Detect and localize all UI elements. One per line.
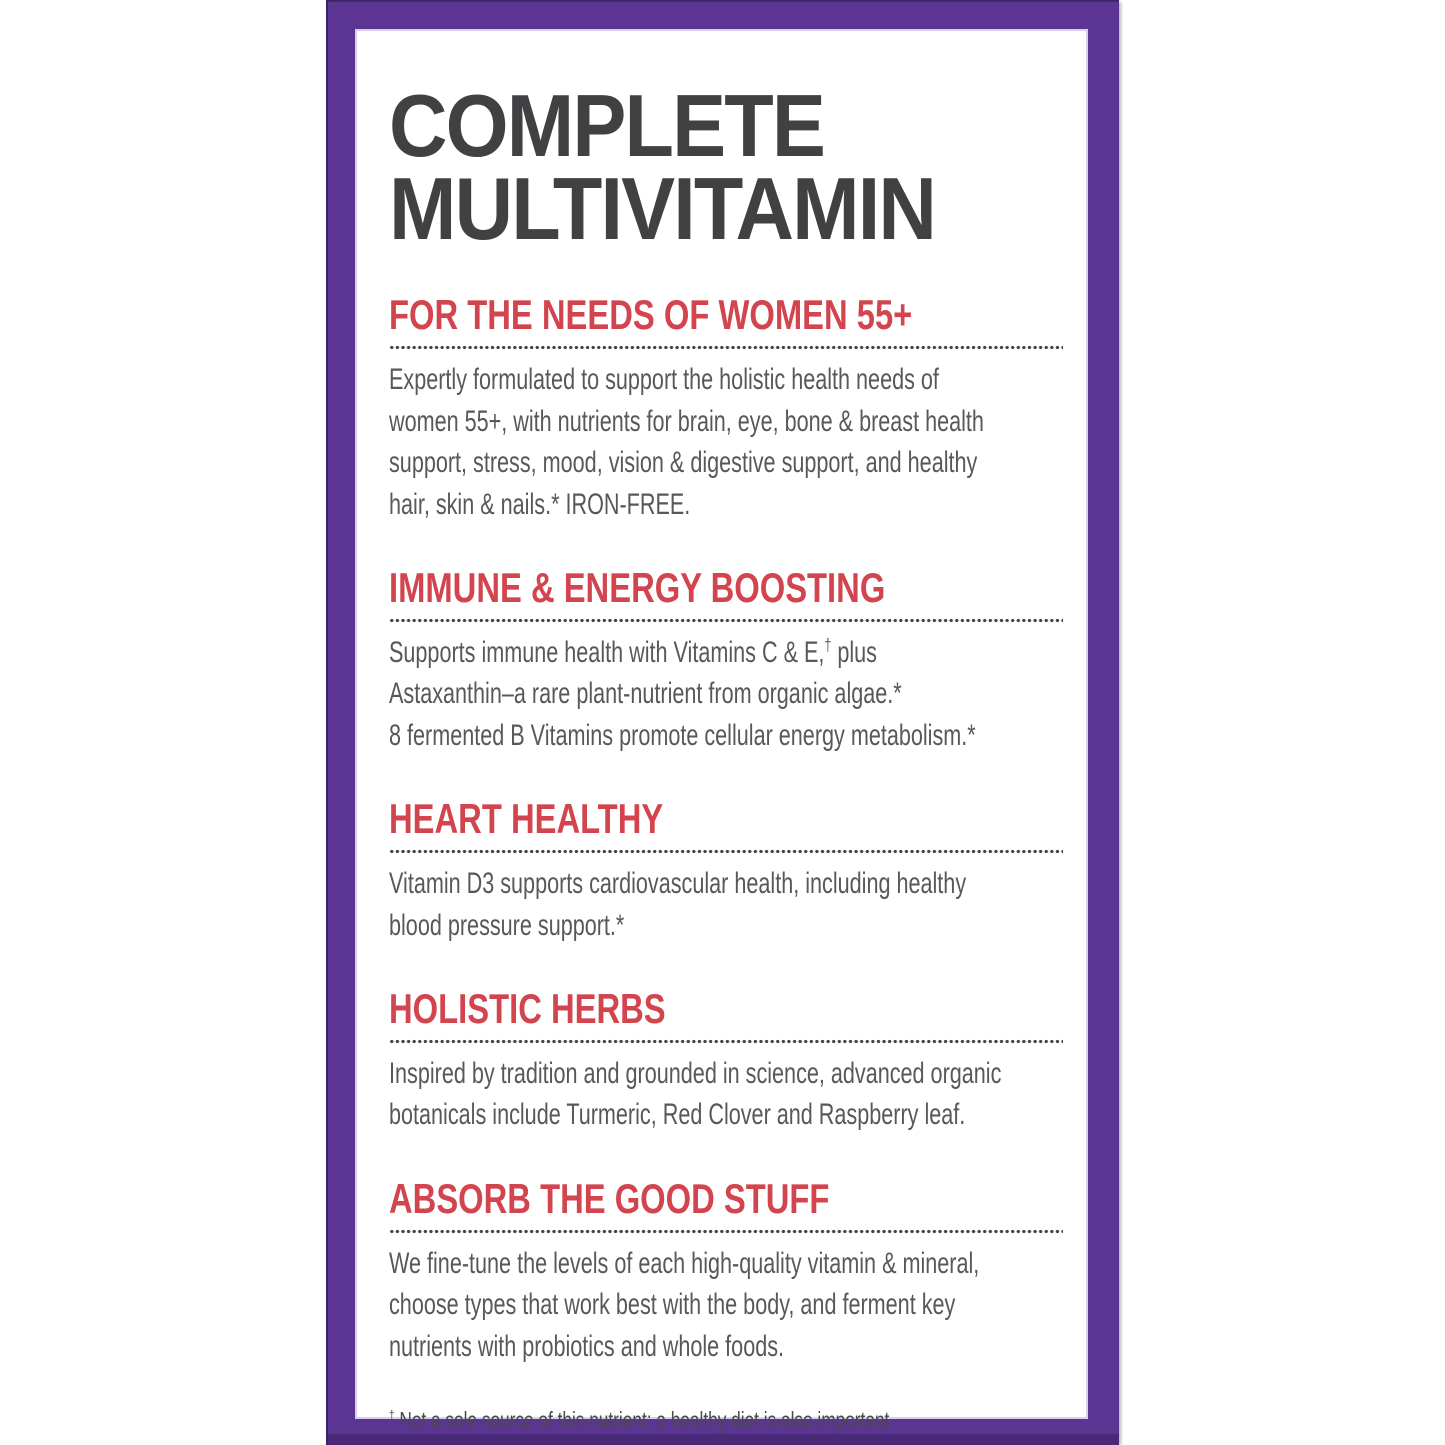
dotted-divider [389,618,1063,623]
section-absorb-good-stuff [389,1174,1066,1367]
section-heading: IMMUNE & ENERGY BOOSTING [389,564,886,611]
section-immune-energy [389,564,1066,756]
section-needs-of-women [389,291,1066,525]
footnote [389,1407,1079,1434]
section-body [389,632,1084,756]
label-content [357,31,1086,1434]
section-body: Vitamin D3 supports cardiovascular health, including healthy blood pressure support.* [389,867,967,942]
section-heading: ABSORB THE GOOD STUFF [389,1174,830,1222]
dotted-divider [389,345,1063,350]
section-heading: FOR THE NEEDS OF WOMEN 55+ [389,291,913,339]
footnote-text: Not a sole source of this nutrient; a healthy diet is also important. [394,1406,895,1433]
section-body-text: Supports immune health with Vitamins C & E, [389,636,825,669]
section-body: Expertly formulated to support the holistic health needs of women 55+, with nutrients for brain, eye, bone & breast health support, stress, mood, vision & digestive support, and healthy hair, skin & nails.* IRON-FREE. [389,363,984,521]
label-bottom-edge [328,1434,1119,1445]
dagger-superscript: † [824,635,832,655]
dotted-divider [389,1229,1063,1234]
dagger-superscript: † [389,1407,395,1423]
product-title [389,76,1088,258]
dotted-divider [389,849,1063,854]
product-label [326,2,1119,1445]
section-heading: HEART HEALTHY [389,795,664,843]
product-title-line2: MULTIVITAMIN [389,158,936,258]
section-body: We fine-tune the levels of each high-quality vitamin & mineral, choose types that work best with the body, and ferment key nutrients with probiotics and whole foods. [389,1246,980,1363]
section-heart-healthy [389,795,1066,946]
section-holistic-herbs [389,984,1066,1136]
dotted-divider [389,1039,1063,1044]
section-body: Inspired by tradition and grounded in science, advanced organic botanicals include Turmeric, Red Clover and Raspberry leaf. [389,1056,1002,1132]
section-body-text: plus Astaxanthin–a rare plant-nutrient from organic algae.* 8 fermented B Vitamins promote cellular energy metabolism.* [389,636,976,752]
label-panel [355,29,1088,1433]
section-heading: HOLISTIC HERBS [389,984,666,1032]
product-title-line1: COMPLETE [389,76,825,175]
